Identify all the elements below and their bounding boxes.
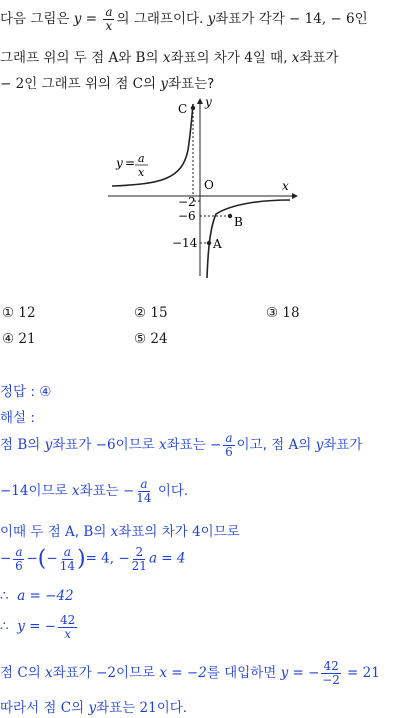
math: x = −2 — [159, 665, 207, 682]
math: − — [118, 550, 130, 567]
text: 의 — [145, 50, 163, 66]
math: y — [207, 11, 216, 28]
math: − — [122, 483, 135, 500]
text: 의 — [93, 524, 111, 540]
choice-value: 21 — [18, 331, 36, 347]
choice-1[interactable] — [2, 305, 36, 321]
answer-line — [0, 380, 51, 400]
paren: ( — [37, 546, 47, 572]
fraction — [223, 432, 234, 458]
tick-neg6: −6 — [178, 209, 196, 223]
hyperbola-graph — [0, 92, 400, 282]
paren: ) — [76, 546, 86, 572]
numerator: 42 — [323, 659, 339, 673]
numerator: a — [140, 477, 148, 491]
text: 의 — [27, 665, 46, 682]
math: y — [44, 437, 53, 454]
text: 그래프 위의 두 점 — [0, 50, 109, 66]
tick-neg14: −14 — [172, 236, 198, 250]
y-axis-arrow — [197, 98, 203, 104]
text: 의 — [298, 437, 316, 454]
text: 좌표가 각각 — [215, 11, 290, 28]
solution-line-1 — [0, 432, 362, 458]
math: − — [26, 550, 38, 567]
eq-numerator: a — [138, 152, 145, 165]
denominator: 21 — [131, 558, 147, 573]
point-label: C — [60, 700, 72, 716]
label-A: A — [213, 237, 222, 251]
math: x — [45, 665, 53, 682]
text: 좌표가 — [52, 665, 97, 682]
text: 좌표의 차가 — [118, 524, 193, 540]
explain-text: 해설 : — [0, 410, 35, 426]
solution-line-5 — [0, 588, 74, 604]
denominator: x — [64, 626, 72, 641]
text: 이므로 — [200, 524, 240, 540]
math: − 2 — [0, 76, 25, 92]
solution-line-6 — [0, 614, 79, 640]
label-x-axis: x — [282, 179, 289, 193]
text: 와 — [118, 50, 136, 66]
label-C: C — [178, 102, 188, 116]
fraction — [13, 546, 24, 572]
math: y = − — [280, 665, 320, 682]
point-C — [191, 106, 195, 110]
choice-value: 15 — [150, 305, 168, 321]
math: − — [0, 550, 12, 567]
text: 좌표는 — [96, 700, 140, 716]
point-label: C — [132, 76, 143, 92]
math: − 14, − 6 — [289, 11, 355, 28]
answer-label: 정답 : — [0, 384, 40, 400]
math: x — [71, 483, 80, 500]
answer-value: ④ — [39, 384, 52, 400]
text: 일 때, — [252, 50, 292, 66]
text: 다음 그림은 — [0, 11, 74, 28]
numerator: 42 — [60, 613, 76, 627]
choice-4[interactable] — [2, 331, 36, 347]
text: 이다. — [156, 700, 188, 716]
label-y-axis: y — [205, 95, 212, 109]
fraction — [132, 546, 147, 572]
text: 이므로 — [28, 483, 72, 500]
math: −14 — [0, 483, 29, 500]
denominator: x — [105, 18, 113, 33]
numerator: 2 — [135, 545, 144, 559]
problem-line-1 — [0, 6, 368, 32]
math: y — [88, 700, 97, 716]
math: a = 4 — [148, 550, 186, 567]
denominator: 6 — [225, 444, 233, 459]
text: 의 — [143, 76, 161, 92]
solution-line-3 — [0, 520, 240, 540]
text: 좌표는 — [166, 437, 211, 454]
numerator: a — [105, 5, 113, 19]
text: 이때 두 점 — [0, 524, 66, 540]
choice-value: 12 — [18, 305, 36, 321]
numerator: a — [63, 545, 71, 559]
math: x — [159, 437, 167, 454]
text: 따라서 점 — [0, 700, 61, 716]
math: 4 — [244, 50, 253, 66]
fraction — [136, 478, 151, 504]
denominator: 14 — [59, 558, 75, 573]
choice-3[interactable] — [266, 305, 300, 321]
text: 이고, 점 — [236, 437, 289, 454]
math: = 21 — [342, 665, 380, 682]
text: 를 대입하면 — [206, 665, 281, 682]
problem-line-2 — [0, 46, 339, 66]
point-label: B — [17, 437, 28, 454]
point-A — [207, 241, 211, 245]
choice-value: 24 — [150, 331, 168, 347]
eq-equals: = — [125, 156, 136, 170]
fraction — [60, 546, 75, 572]
label-B: B — [234, 215, 243, 229]
choice-2[interactable] — [134, 305, 168, 321]
math: = 4, — [85, 550, 119, 567]
point-label: A — [288, 437, 299, 454]
point-label: C — [17, 665, 28, 682]
solution-line-4 — [0, 546, 185, 572]
choice-mark: ② — [134, 305, 147, 321]
solution-line-2 — [0, 478, 188, 504]
point-label: B — [83, 524, 94, 540]
point-label: B — [135, 50, 146, 66]
math: − — [46, 550, 58, 567]
math: 4 — [192, 524, 201, 540]
choice-value: 18 — [282, 305, 300, 321]
explain-label — [0, 406, 35, 426]
text: 좌표는 — [79, 483, 123, 500]
math: y = — [73, 11, 102, 28]
curve-branch-upper-left — [112, 104, 193, 186]
text: 좌표가 — [323, 437, 363, 454]
math: a = −42 — [17, 588, 74, 604]
denominator: 6 — [15, 558, 23, 573]
text: 의 그래프이다. — [116, 11, 208, 28]
math: 21 — [139, 700, 157, 716]
text: , — [74, 524, 84, 540]
text: 점 — [0, 437, 18, 454]
problem-line-3 — [0, 72, 214, 92]
therefore-symbol: ∴ — [0, 588, 9, 604]
numerator: a — [15, 545, 23, 559]
label-origin: O — [204, 178, 214, 192]
eq-y: y — [116, 156, 123, 170]
choice-mark: ① — [2, 305, 15, 321]
math: x — [110, 524, 119, 540]
choice-5[interactable] — [134, 331, 168, 347]
point-label: A — [65, 524, 75, 540]
math: x — [291, 50, 300, 66]
math: y = − — [17, 618, 57, 635]
fraction — [321, 660, 340, 686]
therefore-symbol: ∴ — [0, 618, 9, 635]
choice-mark: ③ — [266, 305, 279, 321]
choice-mark: ④ — [2, 331, 15, 347]
text: 의 — [71, 700, 89, 716]
solution-line-8 — [0, 696, 187, 716]
point-label: A — [108, 50, 119, 66]
denominator: 14 — [136, 490, 152, 505]
fraction — [58, 614, 77, 640]
text: 좌표가 — [52, 437, 96, 454]
math: − — [210, 437, 222, 454]
text: 좌표의 차가 — [170, 50, 245, 66]
text: 이다. — [153, 483, 189, 500]
text: 좌표가 — [299, 50, 339, 66]
text: 이므로 — [115, 437, 159, 454]
math: −6 — [95, 437, 116, 454]
text: 이므로 — [115, 665, 160, 682]
math: −2 — [96, 665, 116, 682]
text: 점 — [0, 665, 18, 682]
numerator: a — [225, 431, 233, 445]
text: 의 — [27, 437, 45, 454]
x-axis-arrow — [292, 193, 298, 199]
math: y — [315, 437, 324, 454]
tick-neg2: −2 — [178, 195, 196, 209]
text: 인 그래프 위의 점 — [24, 76, 133, 92]
math: x — [162, 50, 171, 66]
point-B — [228, 214, 232, 218]
denominator: −2 — [322, 672, 340, 687]
eq-denominator: x — [138, 166, 145, 179]
fraction — [103, 6, 114, 32]
solution-line-7 — [0, 660, 380, 686]
math: y — [160, 76, 168, 92]
text: 인 — [354, 11, 368, 28]
text: 좌표는? — [167, 76, 215, 92]
choice-mark: ⑤ — [134, 331, 147, 347]
